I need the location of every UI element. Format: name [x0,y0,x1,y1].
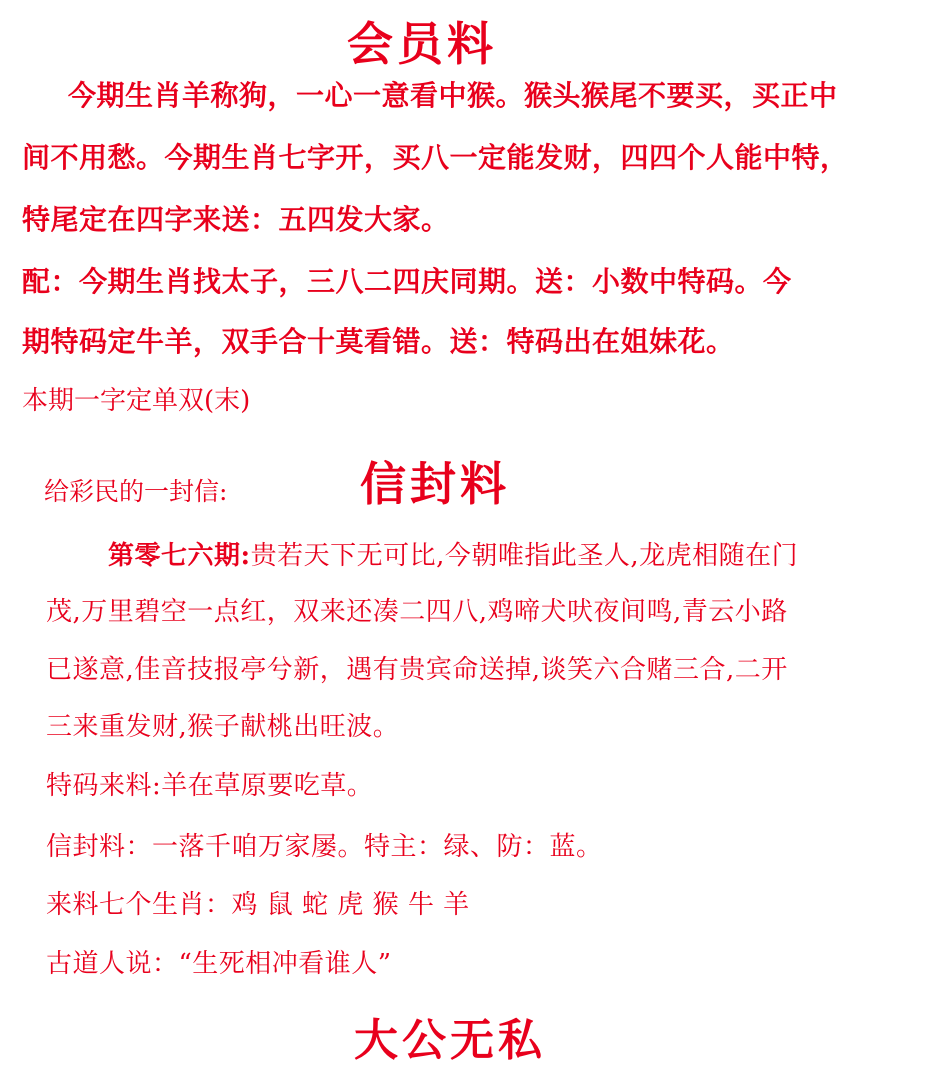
membership-line-2: 间不用愁。今期生肖七字开，买八一定能发财，四四个人能中特， [22,141,849,174]
letter-line-1-text: 贵若天下无可比,今朝唯指此圣人,龙虎相随在门 [250,541,799,571]
membership-line-6: 本期一字定单双(末) [22,386,251,416]
letter-title: 信封料 [360,457,510,511]
letter-line-2: 茂,万里碧空一点红，双来还凑二四八,鸡啼犬吠夜间鸣,青云小路 [46,597,788,627]
footer-title: 大公无私 [354,1015,546,1066]
letter-line-6: 信封料：一落千咱万家屡。特主：绿、防：蓝。 [46,832,603,862]
letter-line-3: 已遂意,佳音技报亭兮新，遇有贵宾命送掉,谈笑六合赌三合,二开 [46,655,788,685]
membership-line-5: 期特码定牛羊，双手合十莫看错。送：特码出在姐妹花。 [22,325,735,358]
membership-line-1: 今期生肖羊称狗，一心一意看中猴。猴头猴尾不要买，买正中 [68,79,838,112]
letter-line-7: 来料七个生肖：鸡 鼠 蛇 虎 猴 牛 羊 [46,890,470,920]
letter-issue-label: 第零七六期: [108,541,251,571]
membership-line-4: 配：今期生肖找太子，三八二四庆同期。送：小数中特码。今 [22,265,792,298]
membership-line-3: 特尾定在四字来送：五四发大家。 [22,203,450,236]
letter-line-5: 特码来料:羊在草原要吃草。 [46,771,374,801]
letter-intro: 给彩民的一封信: [44,477,228,506]
letter-line-1 [108,535,798,572]
letter-line-8: 古道人说：“生死相冲看谁人” [46,949,392,979]
membership-title: 会员料 [347,17,497,71]
letter-line-4: 三来重发财,猴子献桃出旺波。 [46,712,400,742]
